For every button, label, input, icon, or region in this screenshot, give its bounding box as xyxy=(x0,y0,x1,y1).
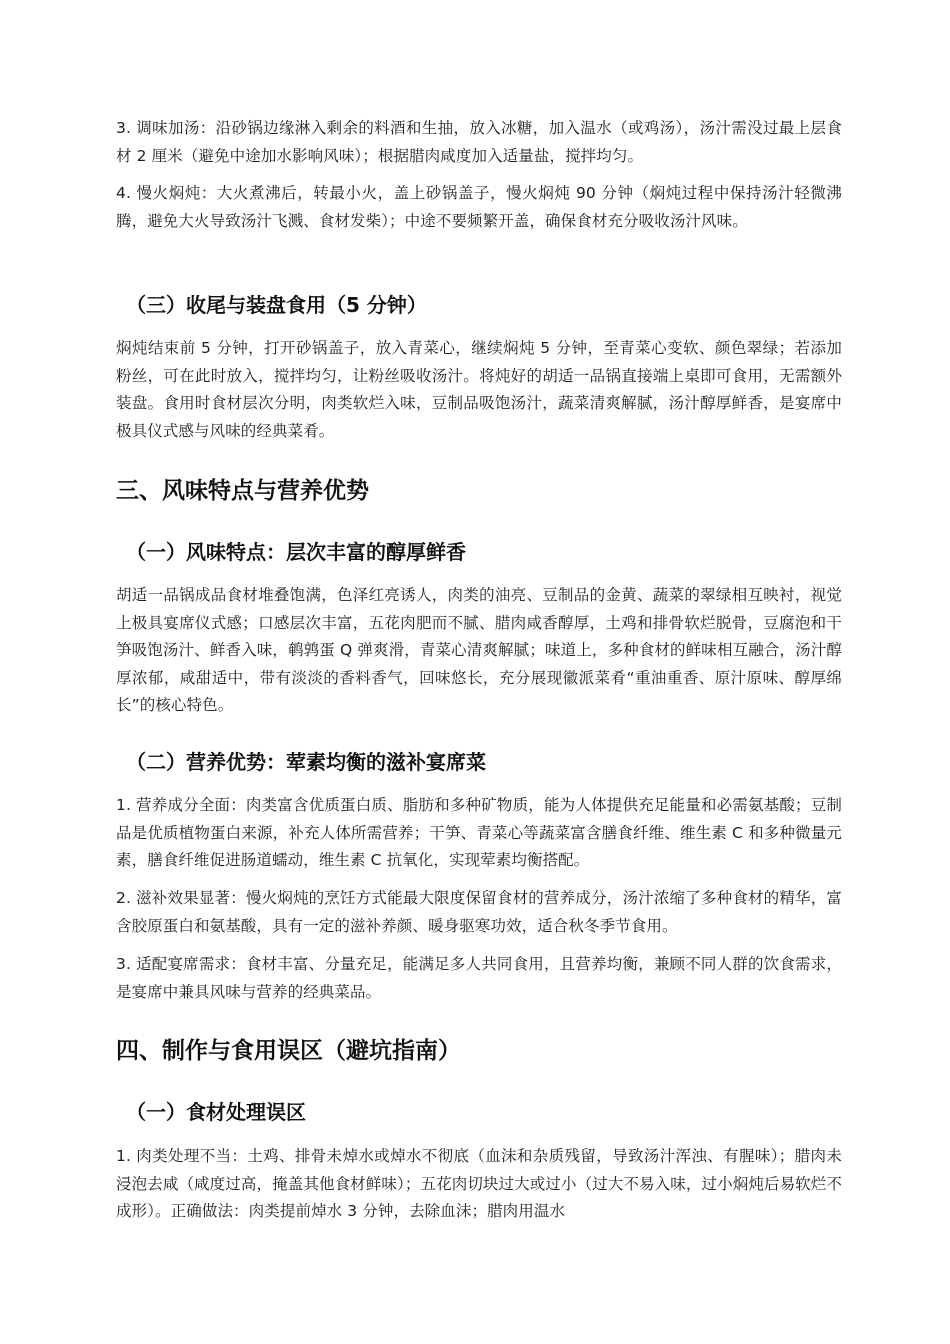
nutrition-item-1: 1. 营养成分全面：肉类富含优质蛋白质、脂肪和多种矿物质，能为人体提供充足能量和必需氨基酸；豆制品是优质植物蛋白来源，补充人体所需营养；干笋、青菜心等蔬菜富含膳食纤维、维生素 C 和多种微量元素，膳食纤维促进肠道蠕动，维生素 C 抗氧化，实现荤素均衡搭配。 xyxy=(116,796,842,869)
flavor-paragraph: 胡适一品锅成品食材堆叠饱满，色泽红亮诱人，肉类的油亮、豆制品的金黄、蔬菜的翠绿相互映衬，视觉上极具宴席仪式感；口感层次丰富，五花肉肥而不腻、腊肉咸香醇厚，土鸡和排骨软烂脱骨，豆腐泡和干笋吸饱汤汁、鲜香入味，鹌鹑蛋 Q 弹爽滑，青菜心清爽解腻；味道上，多种食材的鲜味相互融合，汤汁醇厚浓郁，咸甜适中，带有淡淡的香料香气，回味悠长，充分展现徽派菜肴“重油重香、原汁原味、醇厚绵长”的核心特色。 xyxy=(116,586,842,714)
plating-paragraph: 焖炖结束前 5 分钟，打开砂锅盖子，放入青菜心，继续焖炖 5 分钟，至青菜心变软、颜色翠绿；若添加粉丝，可在此时放入，搅拌均匀，让粉丝吸收汤汁。将炖好的胡适一品锅直接端上桌即可食用，无需额外装盘。食用时食材层次分明，肉类软烂入味，豆制品吸饱汤汁，蔬菜清爽解腻，汤汁醇厚鲜香，是宴席中极具仪式感与风味的经典菜肴。 xyxy=(116,339,842,440)
subsection-heading-plating: （三）收尾与装盘食用（5 分钟） xyxy=(126,293,427,317)
ingredient-mistake-item-1: 1. 肉类处理不当：土鸡、排骨未焯水或焯水不彻底（血沫和杂质残留，导致汤汁浑浊、有腥味）；腊肉未浸泡去咸（咸度过高，掩盖其他食材鲜味）；五花肉切块过大或过小（过大不易入味，过小焖炖后易软烂不成形）。正确做法：肉类提前焯水 3 分钟，去除血沫；腊肉用温水 xyxy=(116,1147,842,1220)
subsection-heading-nutrition: （二）营养优势：荤素均衡的滋补宴席菜 xyxy=(126,750,486,774)
subsection-heading-ingredient-mistakes: （一）食材处理误区 xyxy=(126,1100,306,1124)
section-heading-flavor-nutrition: 三、风味特点与营养优势 xyxy=(116,478,369,504)
step-4-paragraph: 4. 慢火焖炖：大火煮沸后，转最小火，盖上砂锅盖子，慢火焖炖 90 分钟（焖炖过程中保持汤汁轻微沸腾，避免大火导致汤汁飞溅、食材发柴）；中途不要频繁开盖，确保食材充分吸收汤汁风味。 xyxy=(116,184,842,230)
nutrition-item-2: 2. 滋补效果显著：慢火焖炖的烹饪方式能最大限度保留食材的营养成分，汤汁浓缩了多种食材的精华，富含胶原蛋白和氨基酸，具有一定的滋补养颜、暖身驱寒功效，适合秋冬季节食用。 xyxy=(116,889,842,935)
step-3-paragraph: 3. 调味加汤：沿砂锅边缘淋入剩余的料酒和生抽，放入冰糖，加入温水（或鸡汤），汤汁需没过最上层食材 2 厘米（避免中途加水影响风味）；根据腊肉咸度加入适量盐，搅拌均匀。 xyxy=(116,119,842,165)
subsection-heading-flavor: （一）风味特点：层次丰富的醇厚鲜香 xyxy=(126,540,466,564)
section-heading-mistakes: 四、制作与食用误区（避坑指南） xyxy=(116,1038,461,1064)
nutrition-item-3: 3. 适配宴席需求：食材丰富、分量充足，能满足多人共同食用，且营养均衡，兼顾不同人群的饮食需求，是宴席中兼具风味与营养的经典菜品。 xyxy=(116,955,842,1001)
